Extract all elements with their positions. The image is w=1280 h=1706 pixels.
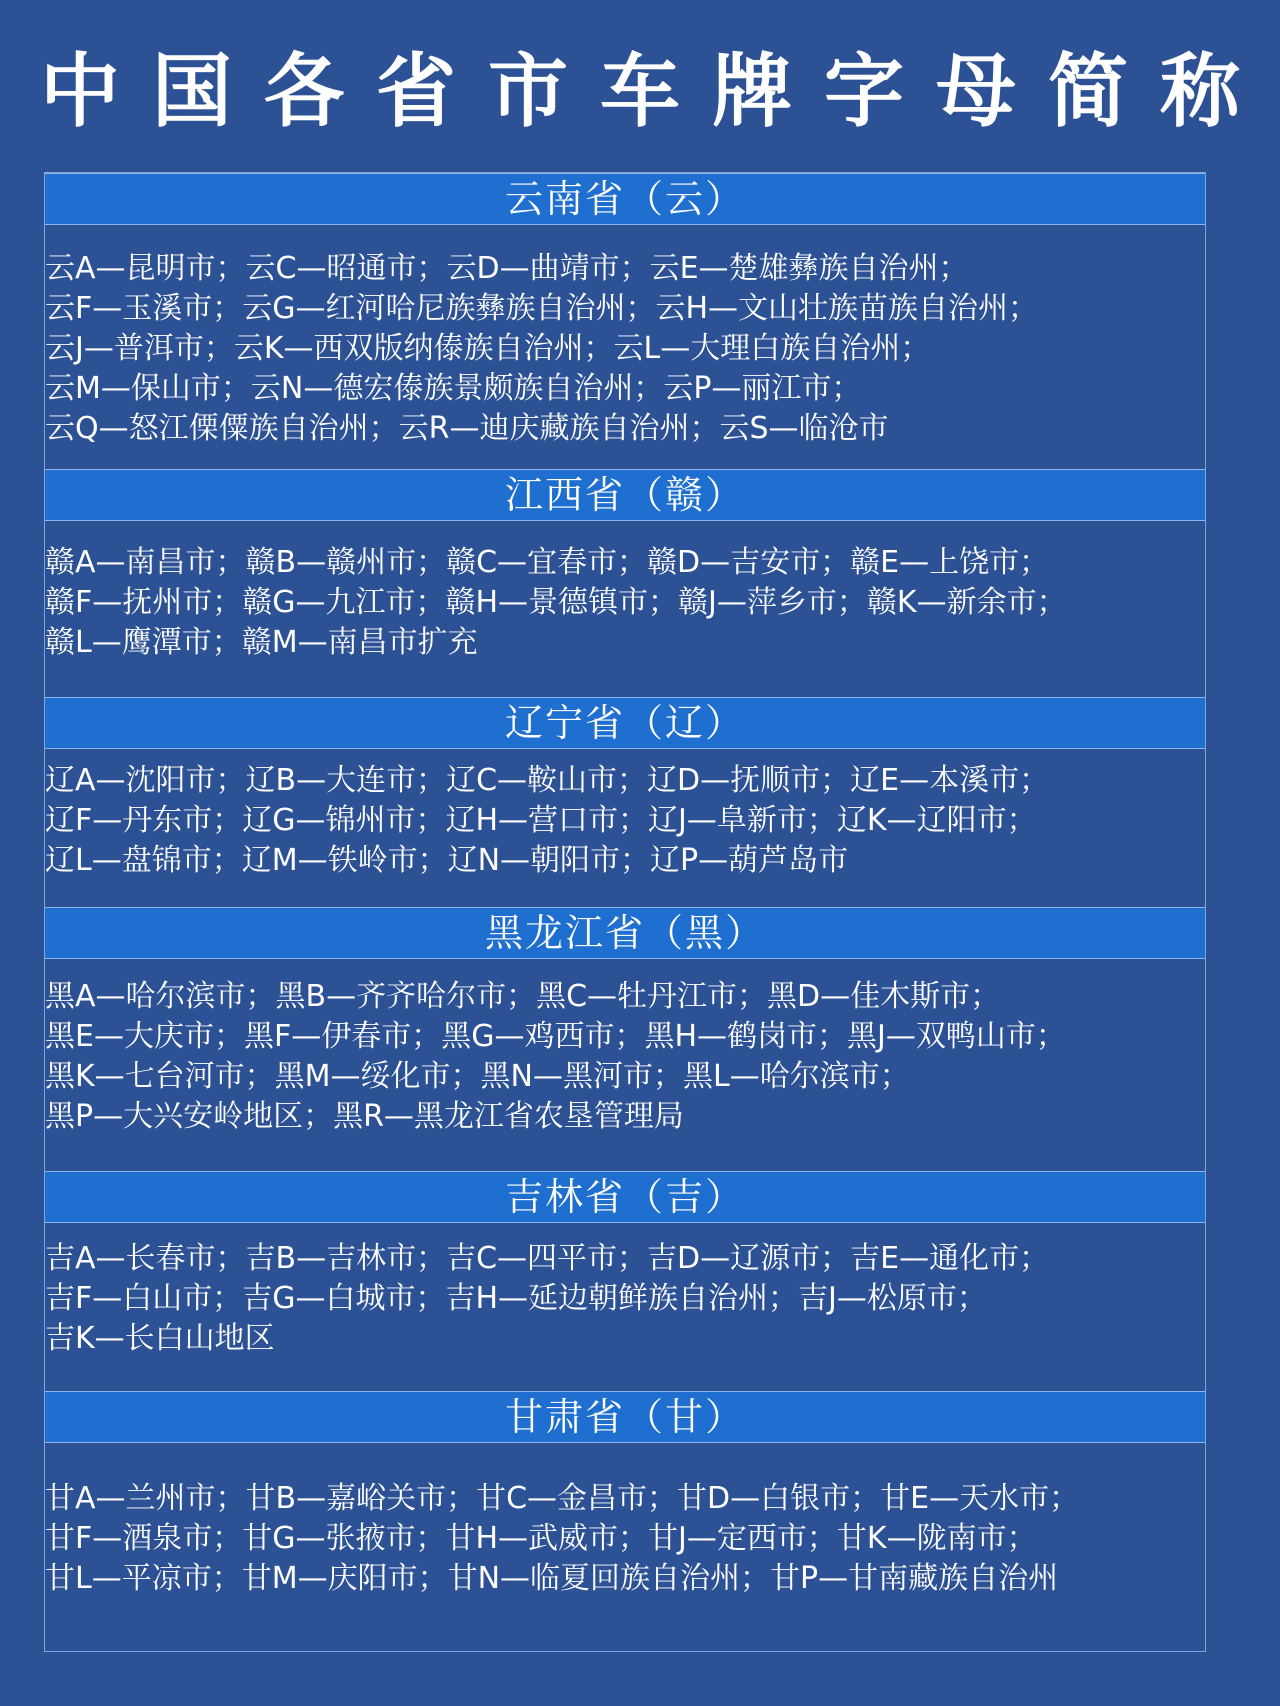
plate-code-board xyxy=(44,172,1206,1652)
list-item: 甘F—酒泉市；甘G—张掖市；甘H—武威市；甘J—定西市；甘K—陇南市； xyxy=(45,1521,1037,1556)
list-item: 黑K—七台河市；黑M—绥化市；黑N—黑河市；黑L—哈尔滨市； xyxy=(45,1059,910,1094)
section-header: 辽宁省（辽） xyxy=(45,697,1205,749)
list-item: 赣F—抚州市；赣G—九江市；赣H—景德镇市；赣J—萍乡市；赣K—新余市； xyxy=(45,585,1067,620)
list-item: 黑A—哈尔滨市；黑B—齐齐哈尔市；黑C—牡丹江市；黑D—佳木斯市； xyxy=(45,979,1001,1014)
list-item: 云F—玉溪市；云G—红河哈尼族彝族自治州；云H—文山壮族苗族自治州； xyxy=(45,291,1039,326)
list-item: 云A—昆明市；云C—昭通市；云D—曲靖市；云E—楚雄彝族自治州； xyxy=(45,251,969,286)
section-lines xyxy=(45,761,1049,881)
list-item: 甘A—兰州市；甘B—嘉峪关市；甘C—金昌市；甘D—白银市；甘E—天水市； xyxy=(45,1481,1080,1516)
section-header: 甘肃省（甘） xyxy=(45,1391,1205,1443)
list-item: 辽L—盘锦市；辽M—铁岭市；辽N—朝阳市；辽P—葫芦岛市 xyxy=(45,843,849,878)
list-item: 黑P—大兴安岭地区；黑R—黑龙江省农垦管理局 xyxy=(45,1099,684,1134)
list-item: 赣L—鹰潭市；赣M—南昌市扩充 xyxy=(45,625,478,660)
list-item: 吉A—长春市；吉B—吉林市；吉C—四平市；吉D—辽源市；吉E—通化市； xyxy=(45,1241,1050,1276)
section-header: 云南省（云） xyxy=(45,173,1205,225)
list-item: 云Q—怒江傈僳族自治州；云R—迪庆藏族自治州；云S—临沧市 xyxy=(45,411,889,446)
page-title: 中国各省市车牌字母简称 xyxy=(40,45,1272,138)
section-lines xyxy=(45,1239,1049,1359)
list-item: 云M—保山市；云N—德宏傣族景颇族自治州；云P—丽江市； xyxy=(45,371,862,406)
section-header: 江西省（赣） xyxy=(45,469,1205,521)
section-header: 黑龙江省（黑） xyxy=(45,907,1205,959)
list-item: 吉F—白山市；吉G—白城市；吉H—延边朝鲜族自治州；吉J—松原市； xyxy=(45,1281,987,1316)
section-lines xyxy=(45,1479,1079,1599)
list-item: 赣A—南昌市；赣B—赣州市；赣C—宜春市；赣D—吉安市；赣E—上饶市； xyxy=(45,545,1050,580)
list-item: 云J—普洱市；云K—西双版纳傣族自治州；云L—大理白族自治州； xyxy=(45,331,931,366)
list-item: 辽A—沈阳市；辽B—大连市；辽C—鞍山市；辽D—抚顺市；辽E—本溪市； xyxy=(45,763,1050,798)
section-lines xyxy=(45,543,1067,663)
list-item: 黑E—大庆市；黑F—伊春市；黑G—鸡西市；黑H—鹤岗市；黑J—双鸭山市； xyxy=(45,1019,1066,1054)
list-item: 吉K—长白山地区 xyxy=(45,1321,275,1356)
section-header: 吉林省（吉） xyxy=(45,1171,1205,1223)
list-item: 甘L—平凉市；甘M—庆阳市；甘N—临夏回族自治州；甘P—甘南藏族自治州 xyxy=(45,1561,1059,1596)
list-item: 辽F—丹东市；辽G—锦州市；辽H—营口市；辽J—阜新市；辽K—辽阳市； xyxy=(45,803,1037,838)
section-lines xyxy=(45,249,1038,449)
section-lines xyxy=(45,977,1066,1137)
